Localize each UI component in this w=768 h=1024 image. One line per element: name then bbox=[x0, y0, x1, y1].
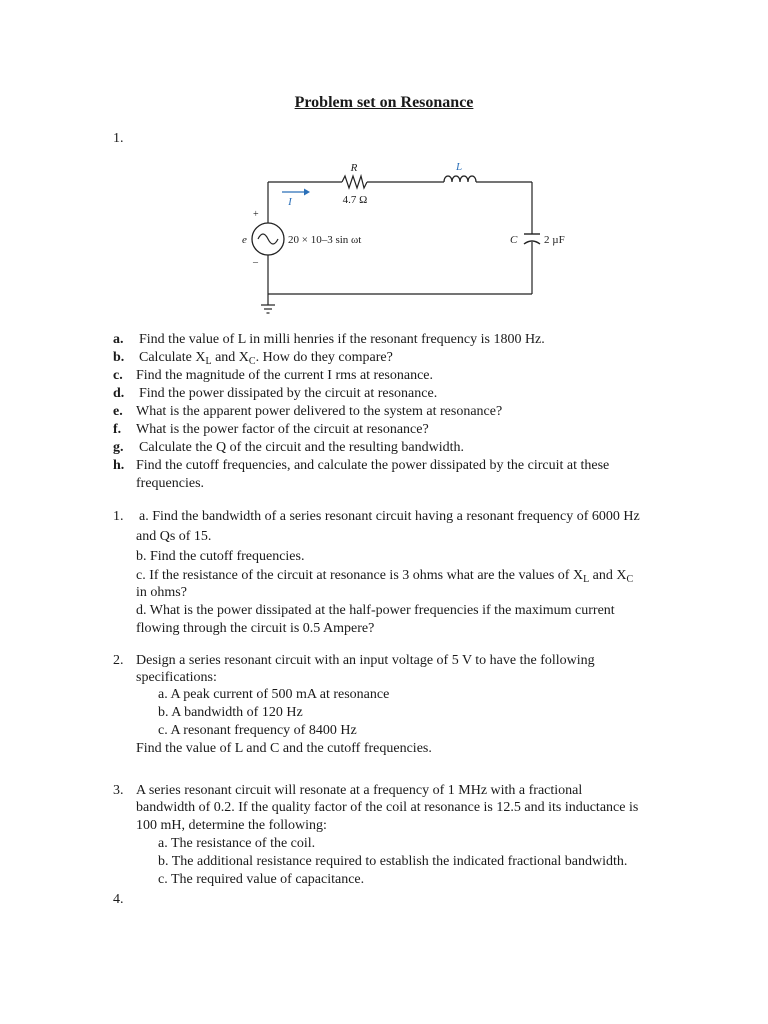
item-b-text: Calculate $X_L$ and $X_C$. How do they compare? bbox=[139, 350, 393, 367]
resistor-symbol bbox=[342, 176, 367, 188]
current-label: I bbox=[288, 196, 292, 208]
problem-2-b: b. Find the cutoff frequencies. bbox=[136, 549, 305, 564]
item-c-letter: c. bbox=[113, 368, 123, 383]
inductor-label: L bbox=[455, 161, 463, 173]
problem-3-final: Find the value of L and C and the cutoff frequencies. bbox=[136, 741, 432, 756]
problem-4-b: b. The additional resistance required to establish the indicated fractional bandwidth. bbox=[158, 854, 628, 869]
item-c-text: Find the magnitude of the current I rms at resonance. bbox=[136, 368, 434, 383]
problem-3-c: c. A resonant frequency of 8400 Hz bbox=[158, 723, 357, 738]
item-b-letter: b. bbox=[113, 350, 125, 365]
problem-4-c: c. The required value of capacitance. bbox=[158, 872, 365, 887]
problem-2-a-line1: a. Find the bandwidth of a series resonant circuit having a resonant frequency of 6000 Hz bbox=[139, 509, 640, 524]
item-e-text: What is the apparent power delivered to the system at resonance? bbox=[136, 404, 503, 419]
source-minus: – bbox=[253, 257, 258, 268]
item-h-letter: h. bbox=[113, 458, 125, 473]
problem-4-line1: A series resonant circuit will resonate at a frequency of 1 MHz with a fractional bbox=[136, 783, 583, 798]
source-expression: 20 × 10–3 sin ωt bbox=[288, 234, 362, 246]
item-f-text: What is the power factor of the circuit at resonance? bbox=[136, 422, 429, 437]
item-g-text: Calculate the Q of the circuit and the resulting bandwidth. bbox=[139, 440, 465, 455]
item-d-text: Find the power dissipated by the circuit at resonance. bbox=[139, 386, 438, 401]
item-f-letter: f. bbox=[113, 422, 122, 437]
item-g-letter: g. bbox=[113, 440, 124, 455]
problem-4-number: 3. bbox=[113, 783, 124, 798]
problem-3-line2: specifications: bbox=[136, 670, 217, 685]
problem-2-c-line1: c. If the resistance of the circuit at resonance is 3 ohms what are the values of $X_L$ and $X_C$ bbox=[136, 568, 634, 585]
problem-2-d-line1: d. What is the power dissipated at the half-power frequencies if the maximum current bbox=[136, 603, 615, 618]
item-a-letter: a. bbox=[113, 332, 124, 347]
item-h-text-line1: Find the cutoff frequencies, and calculate the power dissipated by the circuit at these bbox=[136, 458, 610, 473]
resistor-label: R bbox=[350, 162, 358, 174]
problem-1-number: 1. bbox=[113, 131, 124, 146]
capacitor-label: C bbox=[510, 234, 518, 246]
problem-2-d-line2: flowing through the circuit is 0.5 Ampere? bbox=[136, 621, 375, 636]
problem-3-a: a. A peak current of 500 mA at resonance bbox=[158, 687, 390, 702]
source-label: e bbox=[242, 234, 247, 246]
item-a-text: Find the value of L in milli henries if the resonant frequency is 1800 Hz. bbox=[139, 332, 545, 347]
problem-4-line3: 100 mH, determine the following: bbox=[136, 818, 327, 833]
resistor-value: 4.7 Ω bbox=[342, 194, 368, 206]
page-title: Problem set on Resonance bbox=[294, 94, 474, 111]
problem-3-b: b. A bandwidth of 120 Hz bbox=[158, 705, 303, 720]
problem-4-line2: bandwidth of 0.2. If the quality factor of the coil at resonance is 12.5 and its inductance is bbox=[136, 800, 639, 815]
item-h-text-line2: frequencies. bbox=[136, 476, 205, 491]
problem-3-number: 2. bbox=[113, 653, 124, 668]
rlc-circuit-diagram bbox=[230, 155, 565, 320]
problem-5-number: 4. bbox=[113, 892, 124, 907]
problem-2-number: 1. bbox=[113, 509, 124, 524]
problem-2-a-line2: and Qs of 15. bbox=[136, 529, 212, 544]
problem-2-c-line2: in ohms? bbox=[136, 585, 187, 600]
inductor-symbol bbox=[444, 176, 476, 182]
problem-4-a: a. The resistance of the coil. bbox=[158, 836, 316, 851]
item-d-letter: d. bbox=[113, 386, 125, 401]
capacitor-value: 2 µF bbox=[544, 234, 565, 246]
sine-wave-icon bbox=[258, 234, 278, 244]
problem-3-line1: Design a series resonant circuit with an input voltage of 5 V to have the following bbox=[136, 653, 595, 668]
item-e-letter: e. bbox=[113, 404, 123, 419]
source-plus: + bbox=[253, 209, 259, 220]
